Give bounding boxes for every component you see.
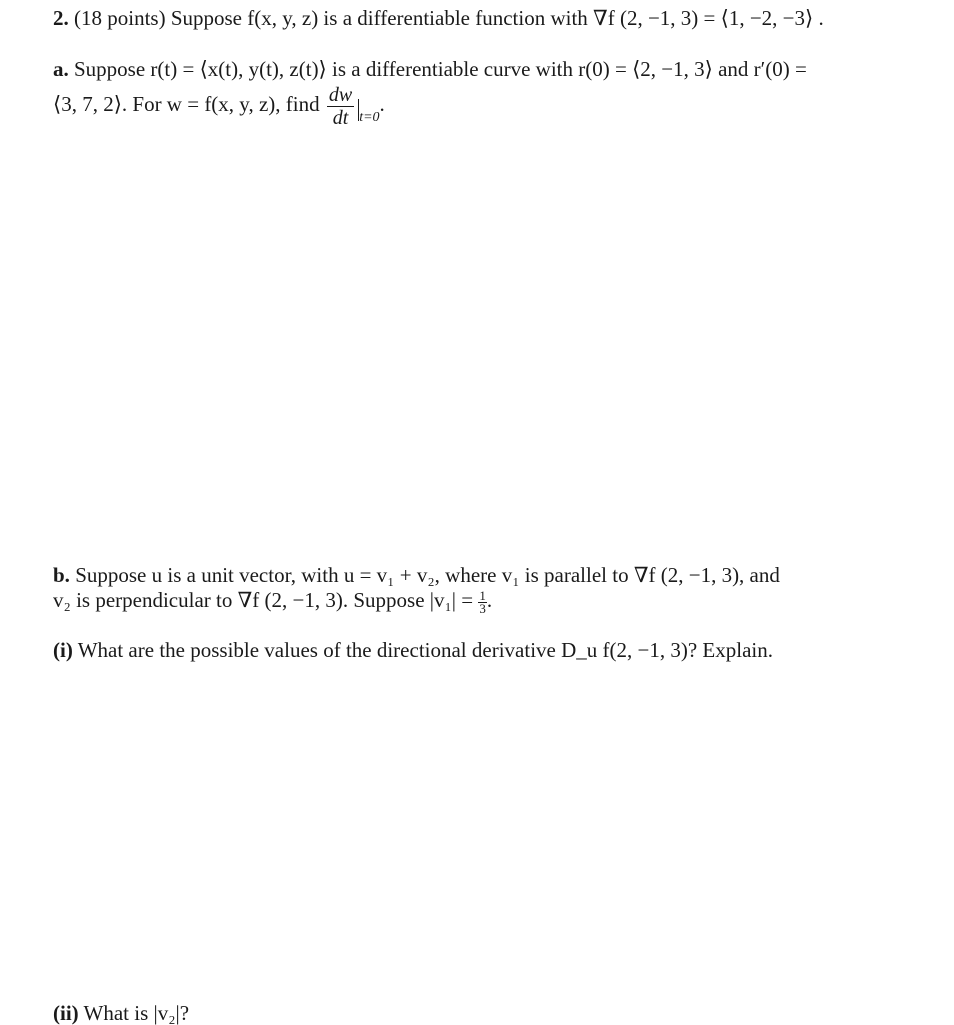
part-b-label: b. (53, 563, 70, 587)
part-b-i (53, 638, 773, 662)
problem-statement: Suppose f(x, y, z) is a differentiable function with ∇f (2, −1, 3) = ⟨1, −2, −3⟩ . (170, 6, 824, 30)
problem-number: 2. (53, 6, 69, 30)
part-b-line2 (53, 588, 492, 615)
fraction-denominator: 3 (479, 600, 486, 616)
part-b-text1: Suppose u is a unit vector, with u = v₁ + v₂, where v₁ is parallel to ∇f (2, −1, 3), and (75, 563, 780, 587)
problem-header (53, 6, 824, 30)
part-b-line1 (53, 563, 780, 587)
part-b-ii-label: (ii) (53, 1001, 79, 1025)
part-a-end: . (379, 92, 385, 116)
part-a-line2 (53, 82, 385, 140)
problem-points: (18 points) (74, 6, 166, 30)
derivative-denominator: dt (332, 106, 349, 129)
part-b-i-text: What are the possible values of the directional derivative D_u f(2, −1, 3)? Explain. (77, 638, 773, 662)
part-a-text1: Suppose r(t) = ⟨x(t), y(t), z(t)⟩ is a differentiable curve with r(0) = ⟨2, −1, 3⟩ and r′(0) = (74, 57, 807, 81)
evaluation-point: t=0 (359, 110, 380, 125)
part-a-text2: ⟨3, 7, 2⟩. For w = f(x, y, z), find (53, 92, 320, 116)
derivative-fraction (327, 84, 354, 129)
part-a-line1 (53, 57, 807, 81)
part-b-text2: v₂ is perpendicular to ∇f (2, −1, 3). Suppose |v₁| = (53, 588, 474, 612)
part-b-end: . (486, 588, 493, 612)
part-b-i-label: (i) (53, 638, 73, 662)
fraction-numerator: 1 (479, 587, 486, 603)
part-b-ii-text: What is |v₂|? (83, 1001, 190, 1025)
part-a-label: a. (53, 57, 69, 81)
one-third-fraction (478, 587, 487, 616)
derivative-numerator: dw (328, 83, 353, 106)
part-b-ii (53, 1001, 189, 1025)
